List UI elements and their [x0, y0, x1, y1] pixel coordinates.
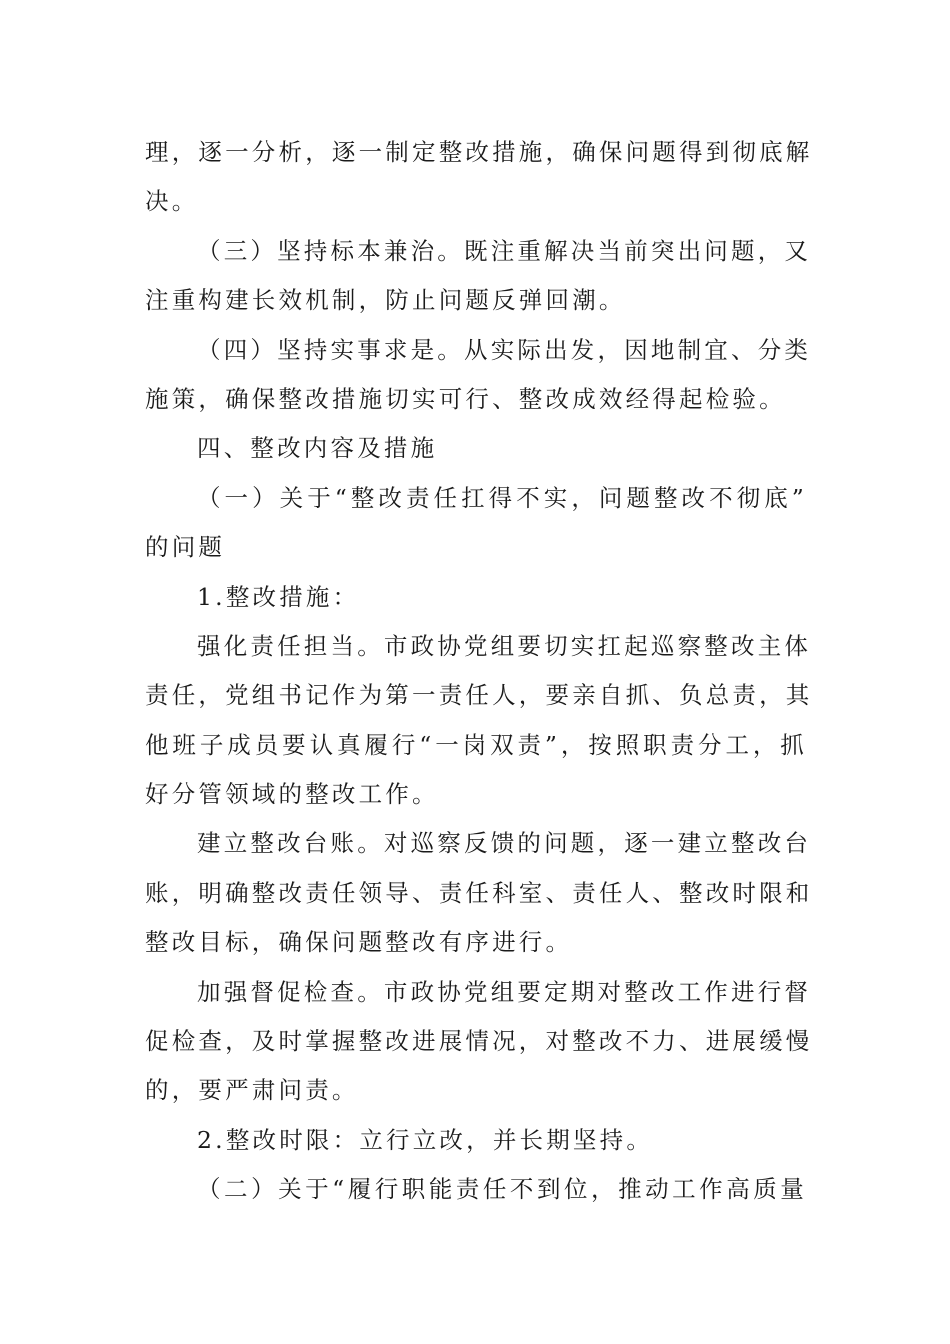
text-line-15: 建立整改台账。对巡察反馈的问题，逐一建立整改台 — [197, 829, 812, 858]
text-line-4: 注重构建长效机制，防止问题反弹回潮。 — [145, 286, 626, 315]
text-line-13: 他班子成员要认真履行“一岗双责”，按照职责分工，抓 — [145, 730, 807, 759]
section-heading-4: 四、整改内容及措施 — [197, 434, 438, 463]
item-heading-1: 1.整改措施： — [197, 582, 360, 611]
text-line-18: 加强督促检查。市政协党组要定期对整改工作进行督 — [197, 977, 812, 1006]
text-line-5: （四）坚持实事求是。从实际出发，因地制宜、分类 — [197, 335, 812, 364]
text-line-19: 促检查，及时掌握整改进展情况，对整改不力、进展缓慢 — [145, 1027, 813, 1056]
subsection-heading-2: （二）关于“履行职能责任不到位，推动工作高质量 — [197, 1175, 807, 1204]
text-line-17: 整改目标，确保问题整改有序进行。 — [145, 928, 573, 957]
subsection-heading-1: （一）关于“整改责任扛得不实，问题整改不彻底” — [197, 483, 807, 512]
text-line-1: 理，逐一分析，逐一制定整改措施，确保问题得到彻底解 — [145, 138, 813, 166]
text-line-6: 施策，确保整改措施切实可行、整改成效经得起检验。 — [145, 384, 786, 413]
text-line-3: （三）坚持标本兼治。既注重解决当前突出问题，又 — [197, 236, 812, 265]
text-line-16: 账，明确整改责任领导、责任科室、责任人、整改时限和 — [145, 878, 813, 907]
document-body — [145, 128, 813, 1215]
text-line-20: 的，要严肃问责。 — [145, 1076, 359, 1105]
text-line-2: 决。 — [145, 187, 199, 216]
text-line-14: 好分管领域的整改工作。 — [145, 780, 439, 809]
text-line-9: 的问题 — [145, 533, 226, 562]
item-heading-2: 2.整改时限：立行立改，并长期坚持。 — [197, 1125, 654, 1154]
text-line-11: 强化责任担当。市政协党组要切实扛起巡察整改主体 — [197, 631, 812, 660]
text-line-12: 责任，党组书记作为第一责任人，要亲自抓、负总责，其 — [145, 681, 813, 710]
